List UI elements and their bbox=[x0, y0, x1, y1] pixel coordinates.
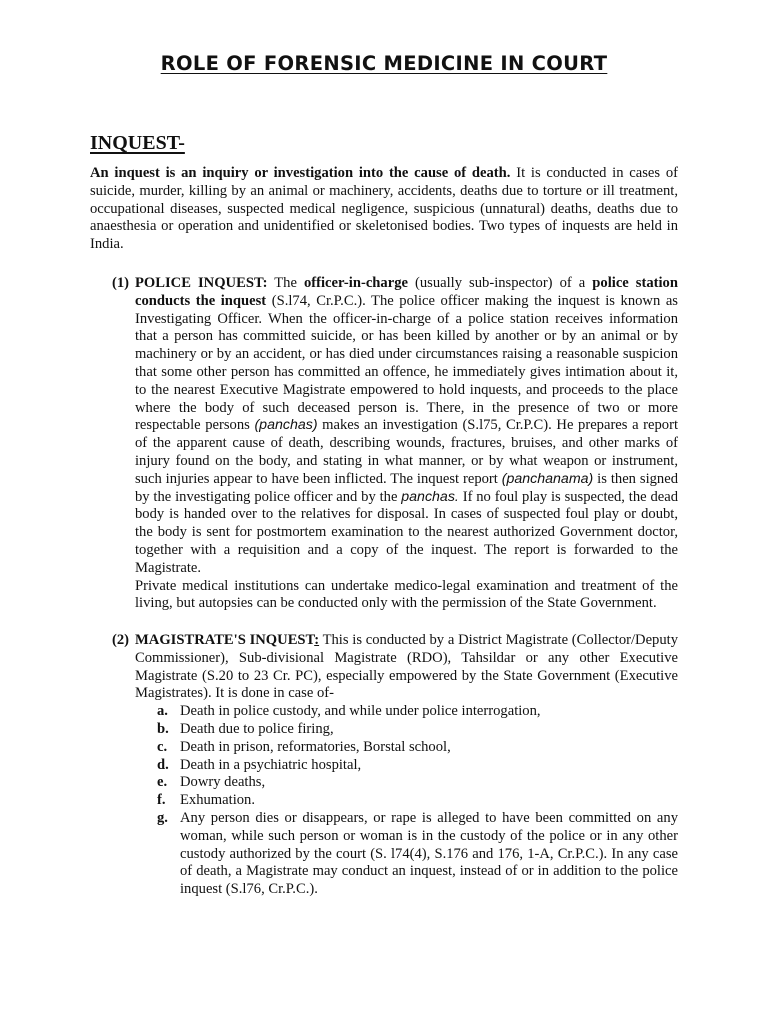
item-number: (1) bbox=[112, 275, 130, 291]
emphasis-police-station: police station conducts the inquest bbox=[135, 275, 678, 309]
text-run: is then signed by the investigating police officer and by the bbox=[135, 470, 678, 505]
list-text: Death in police custody, and while under police interrogation, bbox=[180, 703, 541, 720]
page-title: ROLE OF FORENSIC MEDICINE IN COURT bbox=[160, 52, 608, 75]
text-run: The bbox=[267, 275, 304, 291]
private-institutions-paragraph: Private medical institutions can undertake medico-legal examination and treatment of the living, but autopsies can be conducted only with the permission of the State Government. bbox=[135, 577, 678, 612]
emphasis-officer: officer-in-charge bbox=[303, 275, 408, 291]
text-run: This is conducted by a District Magistrate (Collector/Deputy Commissioner), Sub-divisional Magistrate (RDO), Tahsildar or any other Executive Magistrate (S.20 to 23 Cr. PC), especially empowered by the State Government (Executive Magistrates). It is done in case of- bbox=[135, 632, 678, 702]
list-text: Any person dies or disappears, or rape is alleged to have been committed on any woman, while such person or woman is in the custody of the police or in any other custody authorized by the court (S. l74(4), S.176 and 176, 1-A, Cr.P.C.). In any case of death, a Magistrate may conduct an inquest, instead of or in addition to the police inquest (S.l76, Cr.P.C.). bbox=[180, 809, 678, 898]
list-item bbox=[157, 774, 678, 792]
list-item bbox=[157, 739, 678, 757]
term-panchas: (panchas) bbox=[254, 417, 318, 434]
list-text: Death in prison, reformatories, Borstal school, bbox=[180, 738, 451, 755]
police-inquest-title: POLICE INQUEST: bbox=[135, 275, 268, 291]
list-letter: d. bbox=[157, 756, 169, 773]
text-run: If no foul play is suspected, the dead body is handed over to the relatives for disposal. In cases of suspected foul play or doubt, the body is sent for postmortem examination to the nearest authorized Government doctor, together with a requisition and a copy of the inquest. The report is forwarded to the Magistrate. bbox=[135, 488, 678, 576]
intro-paragraph bbox=[90, 165, 678, 254]
intro-lead: An inquest is an inquiry or investigation into the cause of death. bbox=[90, 165, 511, 181]
list-letter: c. bbox=[157, 738, 168, 755]
list-letter: a. bbox=[157, 703, 168, 720]
list-item bbox=[157, 703, 678, 721]
list-letter: e. bbox=[157, 774, 168, 791]
magistrate-inquest-paragraph bbox=[135, 632, 678, 703]
police-inquest-paragraph bbox=[135, 275, 678, 578]
term-panchas: panchas. bbox=[401, 488, 459, 505]
list-item bbox=[157, 810, 678, 899]
list-item bbox=[157, 792, 678, 810]
intro-text: It is conducted in cases of suicide, murder, killing by an animal or machinery, accidents, deaths due to torture or ill treatment, occupational diseases, suspected medical negligence, suspicious (unnatural) deaths, deaths due to anaesthesia or operation and unidentified or skeletonised bodies. Two types of inquests are held in India. bbox=[90, 165, 678, 253]
magistrate-inquest-title: MAGISTRATE'S INQUEST bbox=[135, 632, 315, 648]
police-inquest-item bbox=[112, 275, 678, 613]
title-colon: : bbox=[314, 632, 320, 648]
text-run: (usually sub-inspector) of a bbox=[407, 275, 593, 291]
list-item bbox=[157, 757, 678, 775]
list-item bbox=[157, 721, 678, 739]
list-text: Dowry deaths, bbox=[180, 774, 266, 791]
list-letter: g. bbox=[157, 809, 168, 826]
list-text: Death in a psychiatric hospital, bbox=[180, 756, 362, 773]
section-heading-inquest: INQUEST- bbox=[90, 132, 185, 154]
term-panchanama: (panchanama) bbox=[501, 470, 594, 487]
list-text: Exhumation. bbox=[180, 792, 255, 809]
magistrate-inquest-item bbox=[112, 632, 678, 899]
magistrate-case-list bbox=[135, 703, 678, 899]
text-run: (S.l74, Cr.P.C.). The police officer making the inquest is known as Investigating Officer. When the officer-in-charge of a police station receives information that a person has committed suicide, or has been killed by another or by an animal or by machinery or by an accident, or has died under circumstances raising a reasonable suspicion that some other person has committed an offence, he immediately gives intimation about it, to the nearest Executive Magistrate empowered to hold inquests, and proceeds to the place where the body of such deceased person is. There, in the presence of two or more respectable persons bbox=[135, 292, 678, 434]
list-text: Death due to police firing, bbox=[180, 720, 334, 737]
list-letter: f. bbox=[157, 792, 166, 809]
text-run: makes an investigation (S.l75, Cr.P.C). He prepares a report of the apparent cause of death, describing wounds, fractures, bruises, and other marks of injury found on the body, and stating in what manner, or by what weapon or instrument, such injuries appear to have been inflicted. The inquest report bbox=[135, 417, 679, 487]
item-number: (2) bbox=[112, 632, 130, 648]
list-letter: b. bbox=[157, 720, 169, 737]
